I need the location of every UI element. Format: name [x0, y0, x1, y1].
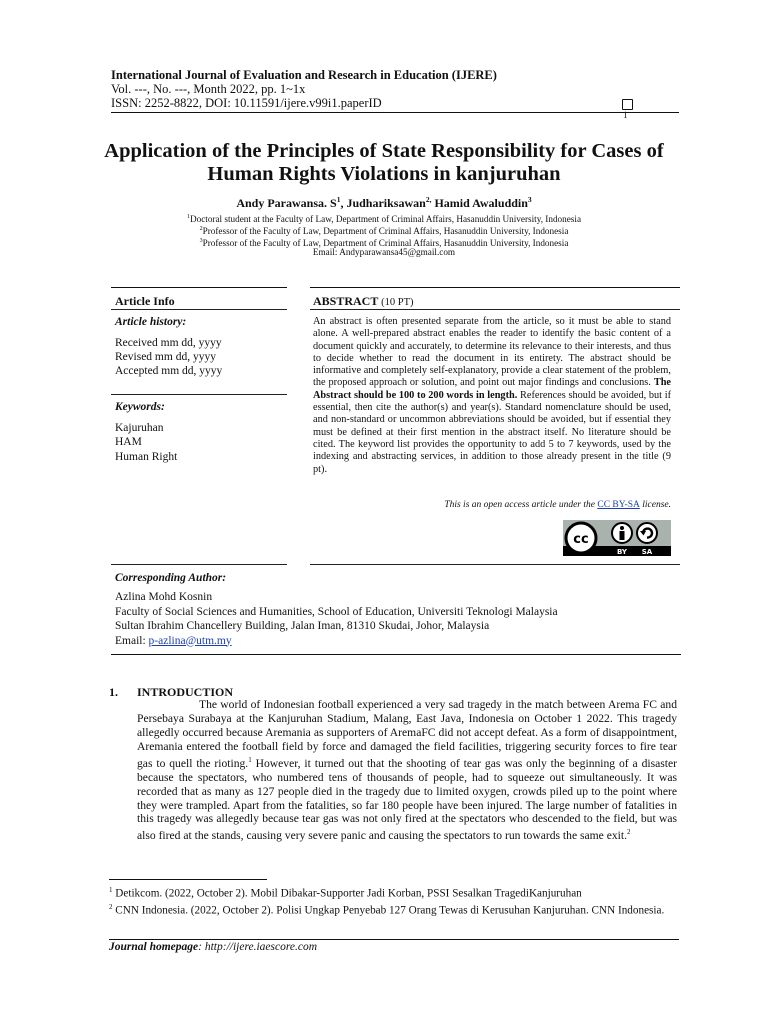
abstract-top-rule	[310, 287, 680, 288]
abstract-bottom-rule	[310, 564, 680, 565]
author-sup: 2,	[425, 195, 432, 204]
square-icon	[622, 99, 633, 110]
history-heading: Article history:	[115, 316, 187, 328]
volume-line: Vol. ---, No. ---, Month 2022, pp. 1~1x	[111, 82, 306, 96]
affiliation-sup: 1	[186, 214, 190, 220]
homepage-url[interactable]: : http://ijere.iaescore.com	[198, 941, 318, 953]
sa-icon	[637, 523, 657, 543]
sa-text: SA	[641, 548, 653, 556]
affiliation-text: Doctoral student at the Faculty of Law, Department of Criminal Affairs, Hasanuddin University, Indonesia	[189, 214, 582, 225]
affiliation-sup: 2	[199, 226, 203, 232]
introduction-text	[137, 698, 677, 843]
section-number: 1.	[109, 685, 118, 699]
keyword-item: Human Right	[115, 451, 178, 463]
footnote-ref[interactable]: 2	[627, 828, 631, 837]
footnote-item	[109, 901, 677, 918]
history-revised: Revised mm dd, yyyy	[115, 351, 216, 363]
cc-by-sa-badge[interactable]	[563, 520, 671, 556]
abstract-rule	[310, 309, 680, 310]
affiliation-sup: 3	[199, 238, 203, 244]
footnote-rule	[109, 879, 267, 880]
section-rule	[111, 654, 681, 655]
footnote-item	[109, 884, 677, 901]
author-sup: 3	[527, 195, 532, 204]
corresponding-heading: Corresponding Author:	[115, 572, 227, 584]
license-suffix: license.	[642, 500, 671, 510]
affiliation-text: Professor of the Faculty of Law, Department of Criminal Affairs, Hasanuddin University, Indonesia	[202, 238, 569, 249]
corresponding-block	[115, 590, 558, 648]
abstract-heading-note: (10 PT)	[381, 297, 414, 308]
keyword-item: Kajuruhan	[115, 422, 164, 434]
author-name: Judhariksawan	[346, 196, 426, 210]
abstract-bold: The Abstract should be 100 to 200 words in length.	[313, 377, 671, 401]
title-line-1: Application of the Principles of State Responsibility for Cases of	[104, 140, 664, 162]
article-info-rule	[111, 309, 287, 310]
keyword-item: HAM	[115, 436, 142, 448]
journal-homepage	[109, 941, 317, 953]
corresponding-name: Azlina Mohd Kosnin	[115, 591, 213, 603]
by-person-head	[620, 526, 624, 530]
footnote-text: CNN Indonesia. (2022, October 2). Polisi Ungkap Penyebab 127 Orang Tewas di Kerusuhan Kanjuruhan. CNN Indonesia.	[112, 904, 665, 917]
email-label: Email:	[115, 634, 146, 647]
author-name: Hamid Awaluddin	[434, 196, 528, 210]
article-title	[90, 140, 678, 186]
issn-line: ISSN: 2252-8822, DOI: 10.11591/ijere.v99i1.paperID	[111, 96, 382, 110]
keywords-rule	[111, 394, 287, 395]
by-person-body	[620, 531, 625, 540]
license-line	[313, 500, 671, 510]
corresponding-email-line	[115, 634, 558, 649]
footer-rule	[109, 939, 679, 940]
affiliation-text: Professor of the Faculty of Law, Department of Criminal Affairs, Hasanuddin University, Indonesia	[202, 226, 569, 237]
homepage-label: Journal homepage	[109, 941, 199, 953]
history-received: Received mm dd, yyyy	[115, 337, 222, 349]
footnote-ref[interactable]: 1	[248, 755, 252, 764]
article-info-top-rule	[111, 287, 287, 288]
section-title: INTRODUCTION	[137, 685, 234, 699]
author-list: Andy Parawansa. $S^1$, Judhariksawan$^{2,}$ Hamid Awaluddin$^3$	[236, 195, 532, 210]
page-number: 1	[623, 110, 628, 120]
footnote-text: Detikcom. (2022, October 2). Mobil Dibakar-Supporter Jadi Korban, PSSI Sesalkan TragediKanjuruhan	[112, 887, 582, 900]
article-info-bottom-rule	[111, 564, 287, 565]
by-text: BY	[616, 548, 628, 556]
journal-name: International Journal of Evaluation and Research in Education (IJERE)	[111, 68, 497, 82]
footnotes	[109, 884, 677, 918]
author-email: Email: Andyparawansa45@gmail.com	[312, 247, 456, 257]
cc-text: cc	[573, 532, 589, 547]
keywords-heading: Keywords:	[115, 401, 165, 413]
header-rule	[111, 112, 679, 113]
intro-part-1: The world of Indonesian football experienced a very sad tragedy in the match between Arema FC and Persebaya Surabaya at the Kanjuruhan Stadium, Malang, East Java, Indonesia on October 1 2022. This tragedy allegedly occurred because Aremania as supporters of AremaFC did not accept defeat. As a form of disappointment, Aremania entered the football field by force and damaged the field facilities, triggering security forces to fire tear gas to quell the rioting.	[137, 698, 677, 770]
footnote-sup: 1	[109, 886, 113, 894]
author-name: Andy Parawansa. S	[236, 196, 337, 210]
abstract-part-1: An abstract is often presented separate from the article, so it must be able to stand alone. A well-prepared abstract enables the reader to identify the basic content of a document quickly and accurately, to determine its relevance to their interests, and thus to decide whether to read the document in its entirety. The abstract should be informative and completely self-explanatory, provide a clear statement of the problem, the proposed approach or solution, and point out major findings and conclusions.	[313, 316, 671, 389]
abstract-part-2: References should be avoided, but if essential, then cite the author(s) and year(s). Standard nomenclature should be used, and non-standard or uncommon abbreviations should be avoided, but if essential they must be defined at their first mention in the abstract itself. No literature should be cited. The keyword list provides the opportunity to add 5 to 7 keywords, used by the indexing and abstracting services, in addition to those already present in the title (9 pt).	[313, 389, 671, 475]
article-info-heading: Article Info	[115, 294, 175, 308]
intro-part-2: However, it turned out that the shooting of tear gas was only the beginning of a disaster because the spectators, who numbered tens of thousands of people, had to squeeze out simultaneously. It was recorded that as many as 127 people died in the tragedy due to limited oxygen, crowds piled up to the point where they were trampled. Apart from the fatalities, so far 180 people have been injured. The large number of fatalities in this tragedy was allegedly because tear gas was not only fired at the spectators who descended to the field, but was also fired at the stands, causing very severe panic and causing the spectators to run towards the same exit.	[137, 756, 677, 843]
license-link[interactable]: CC BY-SA	[597, 500, 640, 510]
abstract-heading-text: ABSTRACT	[313, 294, 379, 308]
abstract-heading	[313, 294, 414, 309]
license-prefix: This is an open access article under the	[444, 500, 595, 510]
author-sup: 1	[336, 195, 341, 204]
title-line-2: Human Rights Violations in kanjuruhan	[207, 163, 561, 185]
corresponding-line-1: Faculty of Social Sciences and Humanities, School of Education, Universiti Teknologi Malaysia	[115, 605, 558, 618]
footnote-sup: 2	[109, 902, 113, 911]
abstract-text	[313, 316, 671, 476]
corresponding-email-link[interactable]: p-azlina@utm.my	[148, 634, 232, 647]
corresponding-line-2: Sultan Ibrahim Chancellery Building, Jalan Iman, 81310 Skudai, Johor, Malaysia	[115, 620, 490, 632]
history-accepted: Accepted mm dd, yyyy	[115, 365, 223, 377]
